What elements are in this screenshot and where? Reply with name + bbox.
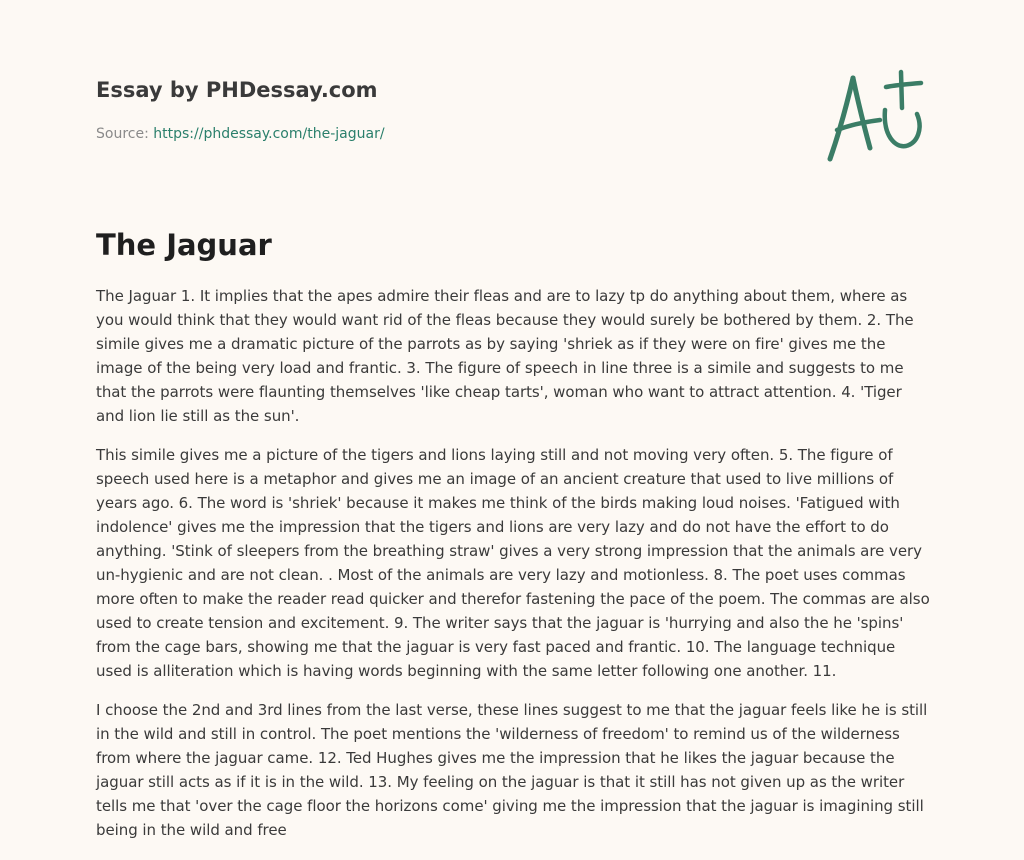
- a-plus-logo-icon: [822, 66, 928, 166]
- essay-paragraph: This simile gives me a picture of the tigers and lions laying still and not moving very often. 5. The figure of speech used here is a metaphor and gives me an image of an ancient creature that used to live millions of years ago. 6. The word is 'shriek' because it makes me think of the birds making loud noises. 'Fatigued with indolence' gives me the impression that the tigers and lions are very lazy and do not have the effort to do anything. 'Stink of sleepers from the breathing straw' gives a very strong impression that the animals are very un-hygienic and are not clean. . Most of the animals are very lazy and motionless. 8. The poet uses commas more often to make the reader read quicker and therefor fastening the pace of the poem. The commas are also used to create tension and excitement. 9. The writer says that the jaguar is 'hurrying and also the he 'spins' from the cage bars, showing me that the jaguar is very fast paced and frantic. 10. The language technique used is alliteration which is having words beginning with the same letter following one another. 11.: [96, 446, 930, 680]
- essay-title: The Jaguar: [96, 228, 272, 262]
- essay-header: [96, 76, 796, 144]
- source-label: Source:: [96, 126, 149, 142]
- source-link[interactable]: https://phdessay.com/the-jaguar/: [153, 126, 385, 142]
- essay-body: [96, 284, 934, 857]
- essay-paragraph: The Jaguar 1. It implies that the apes admire their fleas and are to lazy tp do anything about them, where as you would think that they would want rid of the fleas because they would surely be bothered by them. 2. The simile gives me a dramatic picture of the parrots as by saying 'shriek as if they were on fire' gives me the image of the being very load and frantic. 3. The figure of speech in line three is a simile and suggests to me that the parrots were flaunting themselves 'like cheap tarts', woman who want to attract attention. 4. 'Tiger and lion lie still as the sun'.: [96, 287, 914, 425]
- site-title: Essay by PHDessay.com: [96, 78, 378, 102]
- source-line: [96, 124, 796, 144]
- essay-paragraph: I choose the 2nd and 3rd lines from the last verse, these lines suggest to me that the jaguar feels like he is still in the wild and still in control. The poet mentions the 'wilderness of freedom' to remind us of the wilderness from where the jaguar came. 12. Ted Hughes gives me the impression that he likes the jaguar because the jaguar still acts as if it is in the wild. 13. My feeling on the jaguar is that it still has not given up as the writer tells me that 'over the cage floor the horizons come' giving me the impression that the jaguar is imagining still being in the wild and free: [96, 701, 928, 839]
